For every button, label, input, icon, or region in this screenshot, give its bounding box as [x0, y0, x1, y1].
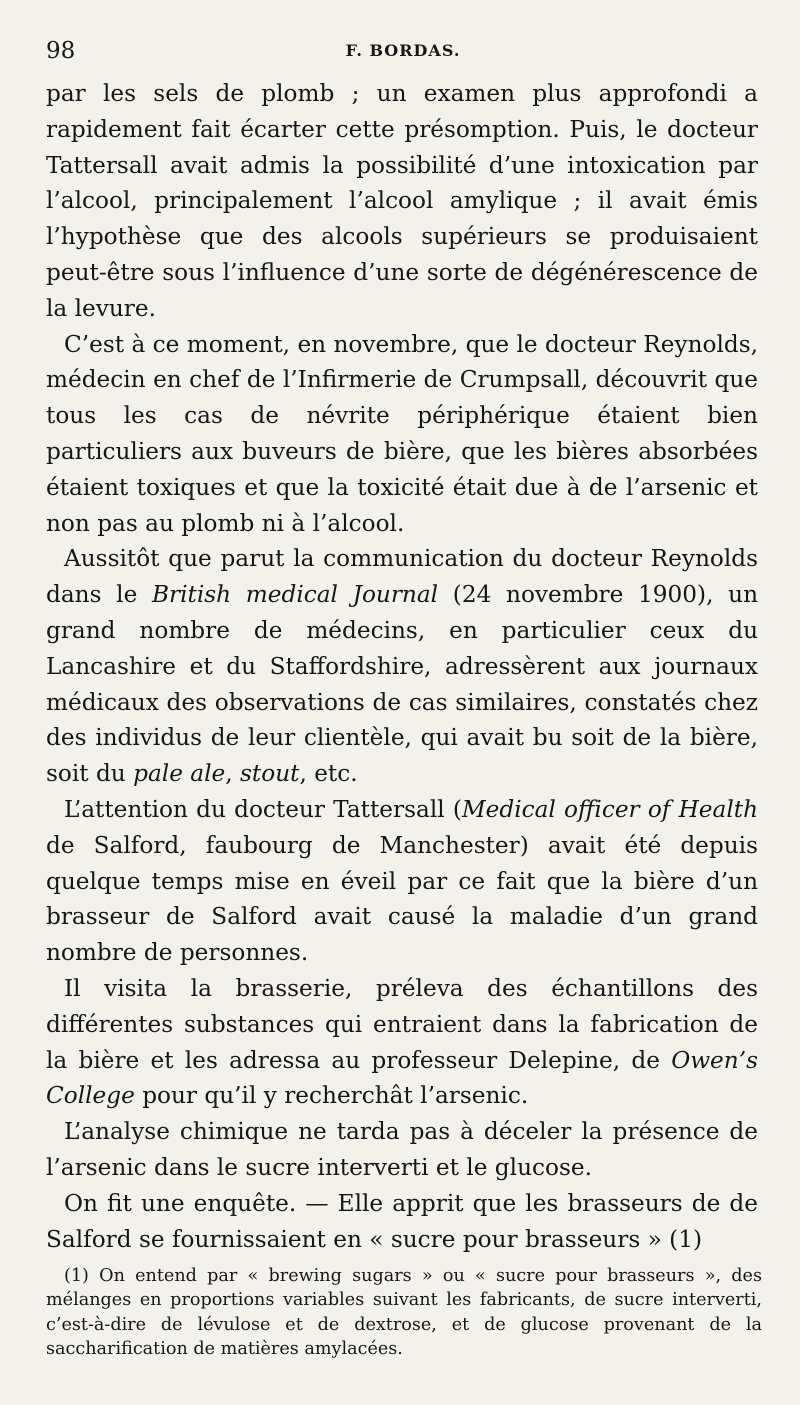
paragraph-2: C’est à ce moment, en novembre, que le docteur Reynolds, médecin en chef de l’Infirmerie de Crumpsall, découvrit que tous les cas de névrite périphérique étaient bien particuliers aux buveurs de bière, que les bières absorbées étaient toxiques et que la toxicité était due à de l’arsenic et non pas au plomb ni à l’alcool. — [46, 330, 758, 537]
running-head — [46, 34, 760, 68]
footnote-1: (1) On entend par « brewing sugars » ou « sucre pour brasseurs », des mélanges en proportions variables suivant les fabricants, de sucre interverti, c’est-à-dire de lévulose et de dextrose, et de glucose provenant de la saccharification de matières amylacées. — [46, 1266, 762, 1360]
stout-term: stout — [240, 760, 300, 788]
paragraph-3-text-d: , etc. — [299, 760, 358, 788]
footnotes — [46, 1264, 762, 1362]
body-text — [46, 76, 758, 1257]
paragraph-3-text-c: , — [225, 760, 241, 788]
paragraph-3-text-a: Aussitôt que parut la communication du docteur Reynolds dans le — [46, 545, 758, 609]
running-title: F. BORDAS. — [345, 41, 461, 60]
journal-title: British medical Journal — [152, 581, 439, 609]
official-title: Medical officer of Health — [461, 795, 758, 823]
paragraph-7: On fit une enquête. — Elle apprit que les brasseurs de de Salford se fournissaient en « sucre pour brasseurs » (1) — [46, 1189, 758, 1253]
paragraph-3 — [46, 541, 758, 792]
paragraph-3-text-b: (24 novembre 1900), un grand nombre de médecins, en particulier ceux du Lancashire et du Staffordshire, adressèrent aux journaux médicaux des observations de cas similaires, constatés chez des individus de leur clientèle, qui avait bu soit de la bière, soit du — [46, 581, 759, 788]
paragraph-5-text-a: Il visita la brasserie, préleva des échantillons des différentes substances qui entraient dans la fabrication de la bière et les adressa au professeur Delepine, de — [46, 974, 758, 1074]
paragraph-1: par les sels de plomb ; un examen plus approfondi a rapidement fait écarter cette présomption. Puis, le docteur Tattersall avait admis la possibilité d’une intoxication par l’alcool, principalement l’alcool amylique ; il avait émis l’hypothèse que des alcools supérieurs se produisaient peut-être sous l’influence d’une sorte de dégénérescence de la levure. — [46, 80, 758, 322]
paragraph-4-text-a: L’attention du docteur Tattersall ( — [64, 795, 462, 823]
paragraph-5-text-b: pour qu’il y recherchât l’arsenic. — [134, 1082, 529, 1110]
paragraph-6: L’analyse chimique ne tarda pas à déceler la présence de l’arsenic dans le sucre interverti et le glucose. — [46, 1118, 758, 1181]
paragraph-4-text-b: de Salford, faubourg de Manchester) avait été depuis quelque temps mise en éveil par ce fait que la bière d’un brasseur de Salford avait causé la maladie d’un grand nombre de personnes. — [46, 831, 758, 967]
college-name: Owen’s College — [46, 1046, 758, 1110]
pale-ale-term: pale ale — [133, 760, 226, 788]
page-number: 98 — [46, 38, 76, 64]
paragraph-5 — [46, 971, 758, 1114]
paragraph-4 — [46, 792, 758, 971]
